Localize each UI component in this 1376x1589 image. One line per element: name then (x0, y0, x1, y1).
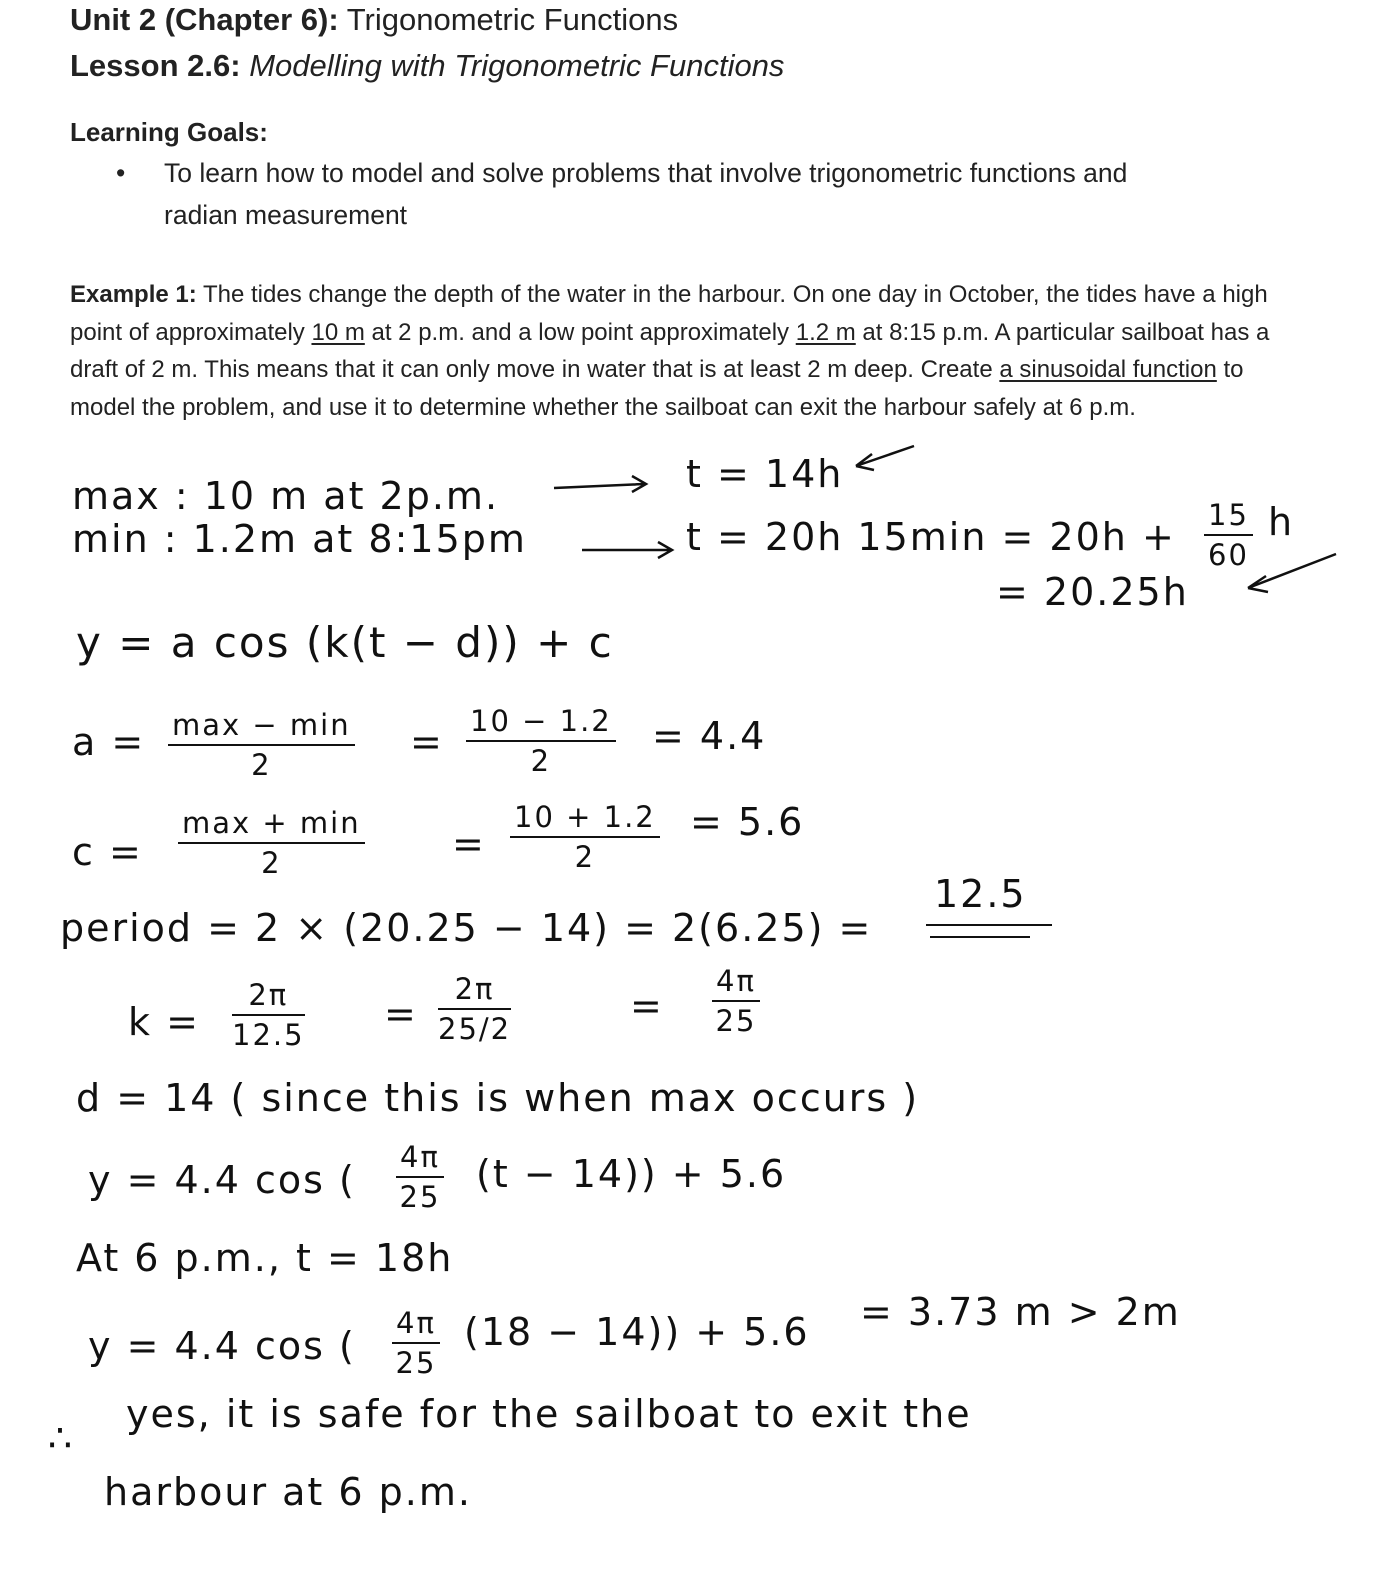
at-6pm-line: At 6 p.m., t = 18h (76, 1236, 454, 1280)
a-eq: = (410, 720, 444, 764)
c-den-2: 2 (574, 840, 596, 874)
evaluation-fraction (392, 1306, 440, 1380)
k-den-3: 25 (715, 1004, 757, 1038)
period-result: 12.5 (934, 872, 1027, 916)
unit-name: Trigonometric Functions (346, 2, 679, 37)
goal-line-2: radian measurement (164, 200, 408, 230)
conclusion-line-2: harbour at 6 p.m. (104, 1470, 472, 1514)
d-line: d = 14 ( since this is when max occurs ) (76, 1076, 920, 1120)
c-fraction-2 (510, 800, 660, 874)
k-num-1: 2π (232, 978, 305, 1016)
t-min-decimal: = 20.25h (996, 570, 1189, 614)
c-num-1: max + min (178, 806, 365, 844)
period-line: period = 2 × (20.25 − 14) = 2(6.25) = (60, 906, 873, 950)
general-equation: y = a cos (k(t − d)) + c (76, 618, 614, 667)
evaluation-result: = 3.73 m > 2m (860, 1290, 1181, 1334)
evaluation-fraction-num: 4π (392, 1306, 440, 1344)
k-fraction-3 (712, 964, 760, 1038)
goal-bullet: • (116, 158, 126, 188)
c-num-2: 10 + 1.2 (510, 800, 660, 838)
a-lhs: a = (72, 720, 146, 764)
learning-goals-heading: Learning Goals: (70, 117, 268, 147)
min-fraction-unit: h (1268, 500, 1295, 544)
high-point-value: 10 m (311, 318, 365, 346)
model-equation-lhs: y = 4.4 cos ( (88, 1158, 356, 1202)
model-equation-rhs: (t − 14)) + 5.6 (476, 1152, 787, 1196)
goal-line-1: To learn how to model and solve problems that involve trigonometric functions and (164, 158, 1128, 188)
model-fraction-den: 25 (399, 1180, 441, 1214)
example-text-3: at 8:15 p.m. A particular sailboat has a draft of 2 m. This means that it can only move in water that is at least 2 m deep. Create (70, 318, 1270, 383)
evaluation-rhs: (18 − 14)) + 5.6 (464, 1310, 810, 1354)
model-equation-fraction (396, 1140, 444, 1214)
a-num-2: 10 − 1.2 (466, 704, 616, 742)
k-fraction-2 (438, 972, 511, 1046)
evaluation-fraction-den: 25 (395, 1346, 437, 1380)
unit-prefix: Unit 2 (Chapter 6): (70, 2, 339, 37)
period-underline-1 (926, 924, 1052, 926)
k-den-2: 25/2 (438, 1012, 512, 1046)
c-den-1: 2 (261, 846, 282, 880)
a-den-1: 2 (251, 748, 272, 782)
evaluation-lhs: y = 4.4 cos ( (88, 1324, 356, 1368)
example-text-2: at 2 p.m. and a low point approximately (364, 318, 790, 346)
min-fraction-den: 60 (1208, 538, 1249, 572)
a-den-2: 2 (530, 744, 552, 778)
a-fraction-1 (168, 708, 355, 782)
low-point-value: 1.2 m (795, 318, 856, 346)
t-min-pointer-icon (1236, 548, 1346, 598)
lesson-title (70, 48, 784, 84)
t-max-pointer-icon (846, 440, 926, 480)
k-eq-2: = (630, 984, 664, 1028)
k-eq-1: = (384, 992, 418, 1036)
k-fraction-1 (232, 978, 305, 1052)
a-fraction-2 (466, 704, 616, 778)
therefore-symbol: ∴ (48, 1416, 75, 1460)
a-result: = 4.4 (652, 714, 767, 758)
example-1-paragraph (70, 276, 1290, 426)
min-fraction-num: 15 (1204, 498, 1253, 536)
min-arrow-icon (580, 538, 680, 562)
k-lhs: k = (128, 1000, 200, 1044)
k-num-3: 4π (712, 964, 760, 1002)
lesson-name: Modelling with Trigonometric Functions (249, 48, 785, 83)
goal-item (164, 152, 1127, 236)
example-text-1: The tides change the depth of the water in the harbour. On one day in October, the tides have a high point of approximately (70, 281, 1268, 346)
lesson-prefix: Lesson 2.6: (70, 48, 241, 83)
conclusion-line-1: yes, it is safe for the sailboat to exit the (126, 1392, 972, 1436)
c-fraction-1 (178, 806, 365, 880)
t-min: t = 20h 15min = 20h + (686, 515, 1176, 559)
sinusoidal-function-phrase: a sinusoidal function (999, 356, 1217, 383)
t-max: t = 14h (686, 452, 844, 496)
max-line: max : 10 m at 2p.m. (72, 474, 500, 518)
model-fraction-num: 4π (396, 1140, 444, 1178)
c-lhs: c = (72, 830, 143, 874)
max-arrow-icon (552, 470, 652, 500)
unit-title (70, 2, 678, 38)
period-underline-2 (930, 936, 1030, 938)
example-label: Example 1: (70, 281, 197, 308)
k-den-1: 12.5 (232, 1018, 305, 1052)
k-num-2: 2π (438, 972, 511, 1010)
example-text-4: to model the problem, and use it to determine whether the sailboat can exit the harbour safely at 6 p.m. (70, 356, 1244, 421)
c-eq: = (452, 822, 486, 866)
a-num-1: max − min (168, 708, 355, 746)
min-line: min : 1.2m at 8:15pm (72, 517, 527, 561)
c-result: = 5.6 (690, 800, 805, 844)
